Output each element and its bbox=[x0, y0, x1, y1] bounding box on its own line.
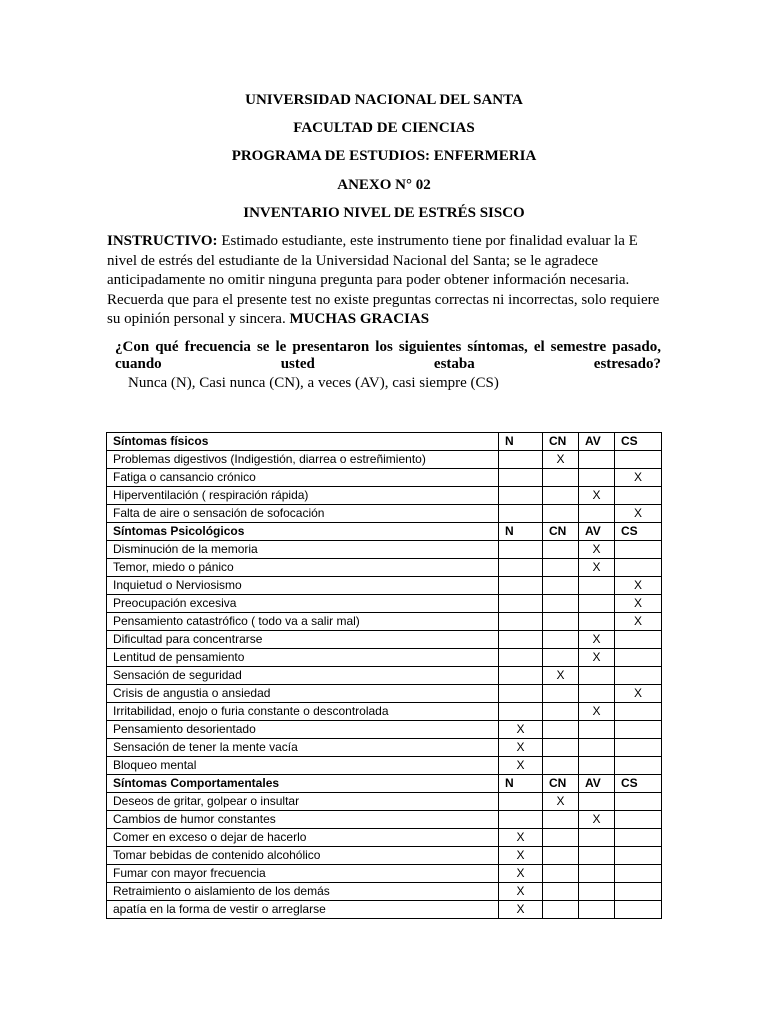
answer-cell bbox=[543, 685, 579, 703]
column-header: AV bbox=[579, 775, 615, 793]
answer-cell bbox=[543, 901, 579, 919]
table-row bbox=[107, 559, 662, 577]
answer-cell bbox=[579, 739, 615, 757]
answer-cell: X bbox=[579, 541, 615, 559]
answer-cell bbox=[543, 595, 579, 613]
table-row bbox=[107, 703, 662, 721]
column-header: CN bbox=[543, 523, 579, 541]
answer-cell bbox=[579, 595, 615, 613]
table-row bbox=[107, 649, 662, 667]
answer-cell bbox=[615, 649, 662, 667]
answer-cell bbox=[543, 829, 579, 847]
table-row bbox=[107, 901, 662, 919]
answer-cell bbox=[579, 451, 615, 469]
instructions-body: Estimado estudiante, este instrumento tiene por finalidad evaluar la E nivel de estrés del estudiante de la Universidad Nacional del Santa; se le agradece anticipadamente no omitir ninguna pregunta para poder obtener información necesaria. Recuerda que para el presente test no existe preguntas correctas ni incorrectas, solo requiere su opinión personal y sincera. bbox=[107, 233, 660, 327]
answer-cell bbox=[499, 613, 543, 631]
answer-cell: X bbox=[499, 847, 543, 865]
table-row bbox=[107, 469, 662, 487]
symptom-label: Sensación de seguridad bbox=[107, 667, 499, 685]
answer-cell bbox=[499, 451, 543, 469]
column-header: N bbox=[499, 775, 543, 793]
symptom-label: Temor, miedo o pánico bbox=[107, 559, 499, 577]
symptom-label: Sensación de tener la mente vacía bbox=[107, 739, 499, 757]
answer-cell bbox=[543, 865, 579, 883]
symptom-label: Lentitud de pensamiento bbox=[107, 649, 499, 667]
answer-cell bbox=[615, 631, 662, 649]
answer-cell bbox=[615, 721, 662, 739]
answer-cell: X bbox=[579, 559, 615, 577]
column-header: AV bbox=[579, 433, 615, 451]
answer-cell: X bbox=[615, 595, 662, 613]
answer-cell: X bbox=[499, 883, 543, 901]
table-row bbox=[107, 739, 662, 757]
answer-cell bbox=[579, 847, 615, 865]
symptom-label: Dificultad para concentrarse bbox=[107, 631, 499, 649]
answer-cell: X bbox=[543, 667, 579, 685]
answer-cell bbox=[615, 865, 662, 883]
answer-cell bbox=[615, 757, 662, 775]
answer-cell: X bbox=[579, 703, 615, 721]
answer-cell bbox=[499, 469, 543, 487]
answer-cell bbox=[579, 757, 615, 775]
answer-cell bbox=[579, 883, 615, 901]
table-row bbox=[107, 865, 662, 883]
answer-cell bbox=[579, 901, 615, 919]
answer-cell bbox=[499, 667, 543, 685]
column-header: CN bbox=[543, 433, 579, 451]
table-row bbox=[107, 829, 662, 847]
column-header: N bbox=[499, 523, 543, 541]
inventory-title: INVENTARIO NIVEL DE ESTRÉS SISCO bbox=[243, 205, 525, 221]
answer-cell bbox=[499, 595, 543, 613]
symptom-label: Retraimiento o aislamiento de los demás bbox=[107, 883, 499, 901]
answer-cell bbox=[543, 721, 579, 739]
answer-cell bbox=[543, 649, 579, 667]
university-title: UNIVERSIDAD NACIONAL DEL SANTA bbox=[245, 92, 523, 108]
answer-cell bbox=[543, 505, 579, 523]
answer-cell bbox=[499, 649, 543, 667]
section-title: Síntomas físicos bbox=[107, 433, 499, 451]
column-header: AV bbox=[579, 523, 615, 541]
answer-cell bbox=[615, 559, 662, 577]
instructions-paragraph bbox=[107, 232, 663, 330]
answer-cell bbox=[615, 793, 662, 811]
answer-cell bbox=[579, 865, 615, 883]
answer-cell bbox=[615, 847, 662, 865]
annex-title: ANEXO N° 02 bbox=[337, 177, 431, 193]
table-row bbox=[107, 613, 662, 631]
answer-cell bbox=[499, 631, 543, 649]
answer-cell bbox=[579, 577, 615, 595]
answer-cell bbox=[579, 469, 615, 487]
symptom-label: Fumar con mayor frecuencia bbox=[107, 865, 499, 883]
answer-cell bbox=[543, 559, 579, 577]
answer-cell bbox=[615, 901, 662, 919]
answer-cell bbox=[579, 613, 615, 631]
table-row bbox=[107, 793, 662, 811]
answer-cell bbox=[579, 721, 615, 739]
table-row bbox=[107, 847, 662, 865]
symptom-label: Crisis de angustia o ansiedad bbox=[107, 685, 499, 703]
symptom-label: Inquietud o Nerviosismo bbox=[107, 577, 499, 595]
section-title: Síntomas Psicológicos bbox=[107, 523, 499, 541]
symptom-label: apatía en la forma de vestir o arreglarse bbox=[107, 901, 499, 919]
answer-cell: X bbox=[615, 469, 662, 487]
answer-cell bbox=[579, 667, 615, 685]
table-row bbox=[107, 721, 662, 739]
answer-cell bbox=[543, 883, 579, 901]
answer-cell: X bbox=[579, 631, 615, 649]
table-row bbox=[107, 595, 662, 613]
answer-cell bbox=[543, 811, 579, 829]
answer-cell bbox=[499, 541, 543, 559]
answer-cell bbox=[615, 541, 662, 559]
answer-cell bbox=[543, 739, 579, 757]
table-row bbox=[107, 667, 662, 685]
table-row bbox=[107, 883, 662, 901]
symptom-label: Pensamiento catastrófico ( todo va a salir mal) bbox=[107, 613, 499, 631]
answer-cell bbox=[579, 793, 615, 811]
answer-cell bbox=[543, 577, 579, 595]
table-row bbox=[107, 451, 662, 469]
answer-cell: X bbox=[615, 577, 662, 595]
answer-cell bbox=[499, 793, 543, 811]
answer-cell bbox=[579, 829, 615, 847]
section-header-row bbox=[107, 775, 662, 793]
answer-cell: X bbox=[615, 613, 662, 631]
answer-cell bbox=[499, 505, 543, 523]
column-header: CN bbox=[543, 775, 579, 793]
table-row bbox=[107, 577, 662, 595]
table-row bbox=[107, 505, 662, 523]
survey-question: ¿Con qué frecuencia se le presentaron los siguientes síntomas, el semestre pasado, cuando usted estaba estresado? bbox=[115, 339, 661, 372]
answer-cell: X bbox=[543, 451, 579, 469]
symptom-label: Problemas digestivos (Indigestión, diarrea o estreñimiento) bbox=[107, 451, 499, 469]
answer-cell: X bbox=[543, 793, 579, 811]
symptom-label: Cambios de humor constantes bbox=[107, 811, 499, 829]
table-row bbox=[107, 757, 662, 775]
answer-cell bbox=[579, 505, 615, 523]
answer-cell bbox=[615, 667, 662, 685]
answer-cell bbox=[543, 757, 579, 775]
answer-cell bbox=[615, 703, 662, 721]
answer-cell bbox=[615, 739, 662, 757]
section-header-row bbox=[107, 433, 662, 451]
instructions-label: INSTRUCTIVO: bbox=[107, 233, 218, 249]
answer-cell bbox=[579, 685, 615, 703]
column-header: CS bbox=[615, 775, 662, 793]
answer-cell: X bbox=[579, 487, 615, 505]
answer-cell bbox=[615, 451, 662, 469]
answer-cell bbox=[543, 847, 579, 865]
table-row bbox=[107, 487, 662, 505]
symptom-label: Irritabilidad, enojo o furia constante o descontrolada bbox=[107, 703, 499, 721]
response-scale: Nunca (N), Casi nunca (CN), a veces (AV), casi siempre (CS) bbox=[128, 375, 499, 391]
answer-cell bbox=[543, 613, 579, 631]
column-header: CS bbox=[615, 523, 662, 541]
column-header: N bbox=[499, 433, 543, 451]
symptom-label: Bloqueo mental bbox=[107, 757, 499, 775]
table-row bbox=[107, 631, 662, 649]
symptom-label: Disminución de la memoria bbox=[107, 541, 499, 559]
answer-cell: X bbox=[499, 829, 543, 847]
answer-cell: X bbox=[499, 865, 543, 883]
answer-cell bbox=[615, 811, 662, 829]
answer-cell: X bbox=[615, 505, 662, 523]
answer-cell bbox=[499, 811, 543, 829]
answer-cell: X bbox=[615, 685, 662, 703]
symptom-label: Comer en exceso o dejar de hacerlo bbox=[107, 829, 499, 847]
symptom-label: Tomar bebidas de contenido alcohólico bbox=[107, 847, 499, 865]
column-header: CS bbox=[615, 433, 662, 451]
instructions-thanks: MUCHAS GRACIAS bbox=[289, 311, 430, 327]
faculty-title: FACULTAD DE CIENCIAS bbox=[293, 120, 475, 136]
table-row bbox=[107, 811, 662, 829]
section-header-row bbox=[107, 523, 662, 541]
symptom-label: Preocupación excesiva bbox=[107, 595, 499, 613]
program-title: PROGRAMA DE ESTUDIOS: ENFERMERIA bbox=[231, 148, 537, 164]
answer-cell bbox=[615, 883, 662, 901]
answer-cell bbox=[615, 829, 662, 847]
symptom-label: Falta de aire o sensación de sofocación bbox=[107, 505, 499, 523]
answer-cell bbox=[499, 577, 543, 595]
symptom-label: Deseos de gritar, golpear o insultar bbox=[107, 793, 499, 811]
answer-cell: X bbox=[579, 811, 615, 829]
answer-cell: X bbox=[499, 757, 543, 775]
symptom-label: Pensamiento desorientado bbox=[107, 721, 499, 739]
answer-cell: X bbox=[499, 739, 543, 757]
symptoms-table bbox=[106, 432, 662, 919]
answer-cell bbox=[499, 487, 543, 505]
table-row bbox=[107, 541, 662, 559]
answer-cell bbox=[543, 469, 579, 487]
answer-cell bbox=[615, 487, 662, 505]
symptom-label: Fatiga o cansancio crónico bbox=[107, 469, 499, 487]
answer-cell bbox=[543, 703, 579, 721]
answer-cell bbox=[499, 559, 543, 577]
answer-cell bbox=[543, 631, 579, 649]
symptom-label: Hiperventilación ( respiración rápida) bbox=[107, 487, 499, 505]
section-title: Síntomas Comportamentales bbox=[107, 775, 499, 793]
table-row bbox=[107, 685, 662, 703]
answer-cell: X bbox=[579, 649, 615, 667]
answer-cell bbox=[543, 541, 579, 559]
answer-cell bbox=[543, 487, 579, 505]
answer-cell bbox=[499, 703, 543, 721]
answer-cell bbox=[499, 685, 543, 703]
answer-cell: X bbox=[499, 721, 543, 739]
answer-cell: X bbox=[499, 901, 543, 919]
